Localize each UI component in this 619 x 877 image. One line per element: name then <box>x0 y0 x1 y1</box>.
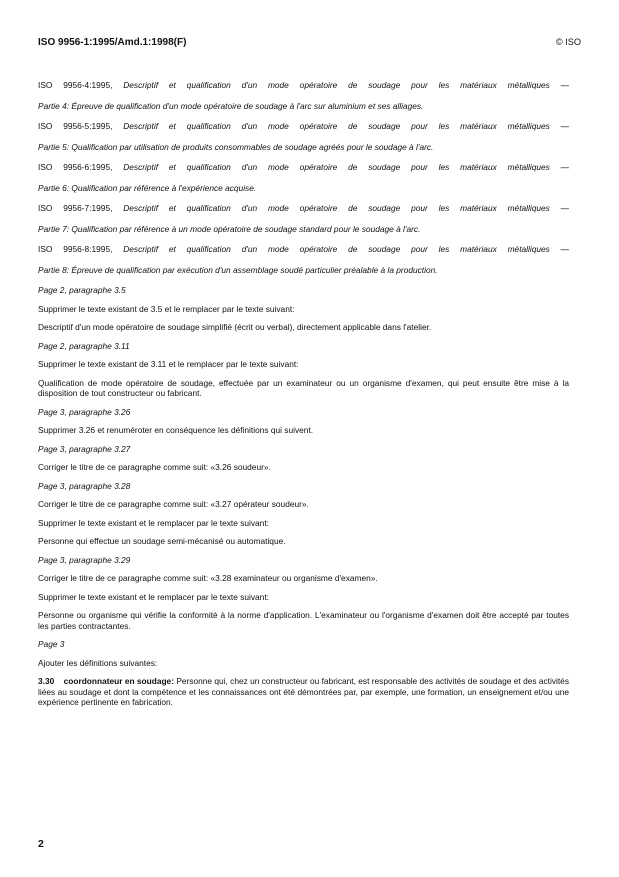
instruction-3-27: Corriger le titre de ce paragraphe comme suit: «3.26 soudeur». <box>38 462 271 472</box>
section-ref-page-3: Page 3 <box>38 639 65 649</box>
page-number: 2 <box>38 838 44 850</box>
instruction-3-29-replace: Supprimer le texte existant et le remplacer par le texte suivant: <box>38 591 269 602</box>
reference-iso-9956-5: ISO 9956-5:1995, Descriptif et qualification d'un mode opératoire de soudage pour les matériaux métalliques — Partie 5: Qualification par utilisation de produits consommables de soudage agréés pour le soudage à l'arc. <box>38 121 570 152</box>
section-ref-3-29: Page 3, paragraphe 3.29 <box>38 554 131 565</box>
section-ref-3-26: Page 3, paragraphe 3.26 <box>38 406 131 417</box>
replacement-text-3-28: Personne qui effectue un soudage semi-mécanisé ou automatique. <box>38 536 286 546</box>
definition-number: 3.30 <box>38 676 55 686</box>
section-ref-3-11: Page 2, paragraphe 3.11 <box>38 340 130 351</box>
definition-term: coordonnateur en soudage: <box>63 676 174 686</box>
replacement-text-3-29: Personne ou organisme qui vérifie la conformité à la norme d'application. L'examinateur ou l'organisme d'examen doit être accepté par toutes les parties contractantes. <box>38 610 569 631</box>
section-ref-3-27: Page 3, paragraphe 3.27 <box>38 443 131 454</box>
replacement-text-3-11: Qualification de mode opératoire de soudage, effectuée par un examinateur ou un organisme d'examen, qui peut ensuite être mise à la disposition de tout constructeur ou fabricant. <box>38 377 569 398</box>
reference-iso-9956-4: ISO 9956-4:1995, Descriptif et qualification d'un mode opératoire de soudage pour les matériaux métalliques — Partie 4: Épreuve de qualification d'un mode opératoire de soudage à l'arc sur aluminium et ses alliages. <box>38 80 570 111</box>
reference-iso-9956-8: ISO 9956-8:1995, Descriptif et qualification d'un mode opératoire de soudage pour les matériaux métalliques — Partie 8: Épreuve de qualification par exécution d'un assemblage soudé particulier préalable à la production. <box>38 244 570 275</box>
instruction-add-definitions: Ajouter les définitions suivantes: <box>38 657 158 668</box>
instruction-3-5: Supprimer le texte existant de 3.5 et le remplacer par le texte suivant: <box>38 303 295 314</box>
instruction-3-28: Corriger le titre de ce paragraphe comme suit: «3.27 opérateur soudeur». <box>38 499 309 509</box>
instruction-3-11: Supprimer le texte existant de 3.11 et le remplacer par le texte suivant: <box>38 359 299 369</box>
replacement-text-3-5: Descriptif d'un mode opératoire de soudage simplifié (écrit ou verbal), directement applicable dans l'atelier. <box>38 322 432 332</box>
reference-iso-9956-6: ISO 9956-6:1995, Descriptif et qualification d'un mode opératoire de soudage pour les matériaux métalliques — Partie 6: Qualification par référence à l'expérience acquise. <box>38 162 570 193</box>
section-ref-3-5: Page 2, paragraphe 3.5 <box>38 285 126 295</box>
instruction-3-26: Supprimer 3.26 et renuméroter en conséquence les définitions qui suivent. <box>38 425 314 435</box>
copyright-notice: © ISO <box>555 37 581 47</box>
section-ref-3-28: Page 3, paragraphe 3.28 <box>38 480 131 491</box>
page-header <box>38 37 581 51</box>
page-body <box>38 80 569 716</box>
instruction-3-29: Corriger le titre de ce paragraphe comme suit: «3.28 examinateur ou organisme d'examen». <box>38 573 378 583</box>
reference-iso-9956-7: ISO 9956-7:1995, Descriptif et qualification d'un mode opératoire de soudage pour les matériaux métalliques — Partie 7: Qualification par référence à un mode opératoire de soudage standard pour le soudage à l'arc. <box>38 203 570 234</box>
document-id: ISO 9956-1:1995/Amd.1:1998(F) <box>38 37 187 48</box>
definition-text: Personne qui, chez un constructeur ou fabricant, est responsable des activités de soudage et des activités liées au soudage et dont la compétence et les connaissances ont été démontrées par, par exemple, une formation, un enseignement et/ou une expérience pertinente en fabrication. <box>38 676 569 707</box>
definition-3-30 <box>38 676 569 708</box>
instruction-3-28-replace: Supprimer le texte existant et le remplacer par le texte suivant: <box>38 517 269 528</box>
